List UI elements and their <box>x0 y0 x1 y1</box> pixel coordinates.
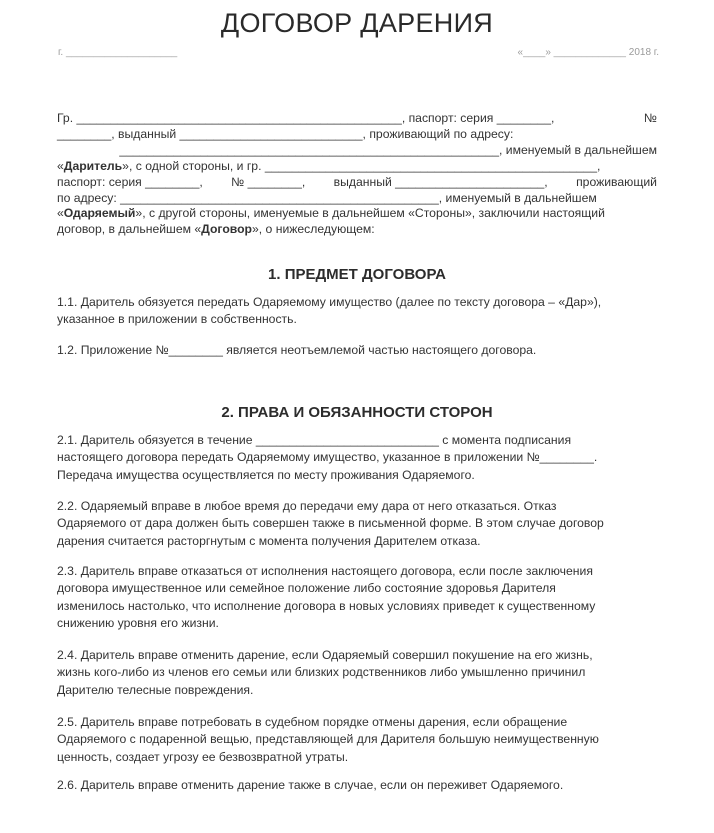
donee-term: Одаряемый <box>63 206 136 221</box>
parties-line-7: «Одаряемый», с другой стороны, именуемые в дальнейшем «Стороны», заключили настоящий <box>57 206 605 221</box>
parties-line-2: ________, выданный ___________________________, проживающий по адресу: <box>57 126 514 141</box>
section-2-heading: 2. ПРАВА И ОБЯЗАННОСТИ СТОРОН <box>221 404 493 421</box>
place-field: г. ____________________ <box>58 47 178 58</box>
contract-term: Договор <box>201 222 252 237</box>
clause-2-5: 2.5. Даритель вправе потребовать в судебном порядке отмены дарения, если обращение Одаряемого с подаренной вещью, представляющей для Дарителя большую неимущественную ценность, создает угрозу ее безвозвратной утраты. <box>57 715 599 764</box>
clause-1-2: 1.2. Приложение №________ является неотъемлемой частью настоящего договора. <box>57 343 537 357</box>
clause-2-4: 2.4. Даритель вправе отменить дарение, если Одаряемый совершил покушение на его жизнь, жизнь кого-либо из членов его семьи или близких родственников либо умышленно причинил Дарителю телесные повреждения. <box>57 648 593 697</box>
clause-2-3: 2.3. Даритель вправе отказаться от исполнения настоящего договора, если после заключения договора имущественное или семейное положение либо состояние здоровья Дарителя изменилось настолько, что исполнение договора в новых условиях приведет к существенному снижению уровня его жизни. <box>57 564 596 630</box>
parties-line-4: «Даритель», с одной стороны, и гр. _________________________________________________, <box>57 158 601 173</box>
parties-block <box>57 111 657 238</box>
clause-2-1: 2.1. Даритель обязуется в течение ___________________________ с момента подписания настоящего договора передать Одаряемому имущество, указанное в приложении №________. Передача имущества осуществляется по месту проживания Одаряемого. <box>57 433 598 482</box>
date-field: «____» _____________ 2018 г. <box>517 47 659 58</box>
parties-line-1: Гр. ________________________________________________, паспорт: серия ________, № <box>57 111 657 125</box>
clause-1-1: 1.1. Даритель обязуется передать Одаряемому имущество (далее по тексту договора – «Дар»), указанное в приложении в собственность. <box>57 295 602 327</box>
document-title: ДОГОВОР ДАРЕНИЯ <box>220 8 494 38</box>
clause-2-2: 2.2. Одаряемый вправе в любое время до передачи ему дара от него отказаться. Отказ Одаряемого от дара должен быть совершен также в письменной форме. В этом случае договор дарения считается расторгнутым с момента получения Дарителем отказа. <box>57 499 604 548</box>
parties-line-6: по адресу: _______________________________________________, именуемый в дальнейшем <box>57 190 597 205</box>
donor-term: Даритель <box>63 158 123 173</box>
parties-line-3: ________________________________________________________, именуемый в дальнейшем <box>119 142 657 157</box>
section-1-heading: 1. ПРЕДМЕТ ДОГОВОРА <box>268 266 446 283</box>
clause-2-6: 2.6. Даритель вправе отменить дарение также в случае, если он переживет Одаряемого. <box>57 778 564 792</box>
parties-line-8: договор, в дальнейшем «Договор», о нижеследующем: <box>57 222 375 237</box>
parties-line-5: паспорт: серия ________, № ________, выданный ______________________, проживающий <box>57 174 657 189</box>
